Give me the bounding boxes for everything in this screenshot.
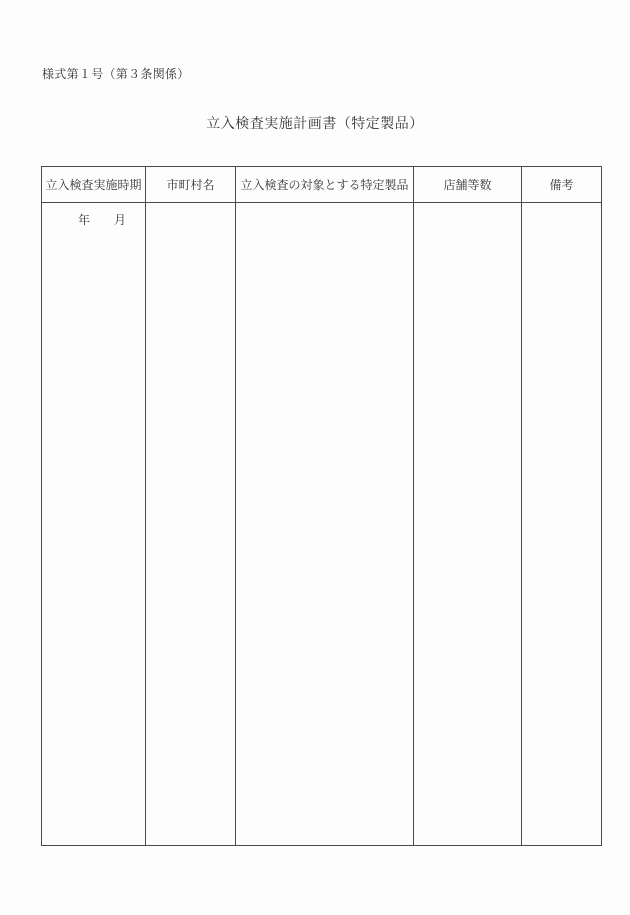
cell-remarks: [522, 203, 601, 845]
cell-municipality: [146, 203, 236, 845]
table-header-row: [42, 167, 601, 203]
column-header-inspection-period: 立入検査実施時期: [42, 167, 146, 202]
table-body-row: [42, 203, 601, 845]
page-title: 立入検査実施計画書（特定製品）: [206, 116, 424, 132]
column-header-remarks: 備考: [549, 178, 574, 192]
form-number-label: 様式第１号（第３条関係）: [42, 67, 190, 81]
cell-store-count: [414, 203, 522, 845]
cell-inspection-period: 年 月: [42, 203, 146, 845]
column-header-municipality: 市町村名: [146, 167, 236, 202]
cell-target-products: [236, 203, 414, 845]
column-header-store-count: 店舗等数: [414, 167, 522, 202]
column-header-target-products: 立入検査の対象とする特定製品: [236, 167, 414, 202]
inspection-plan-table: [41, 166, 602, 846]
